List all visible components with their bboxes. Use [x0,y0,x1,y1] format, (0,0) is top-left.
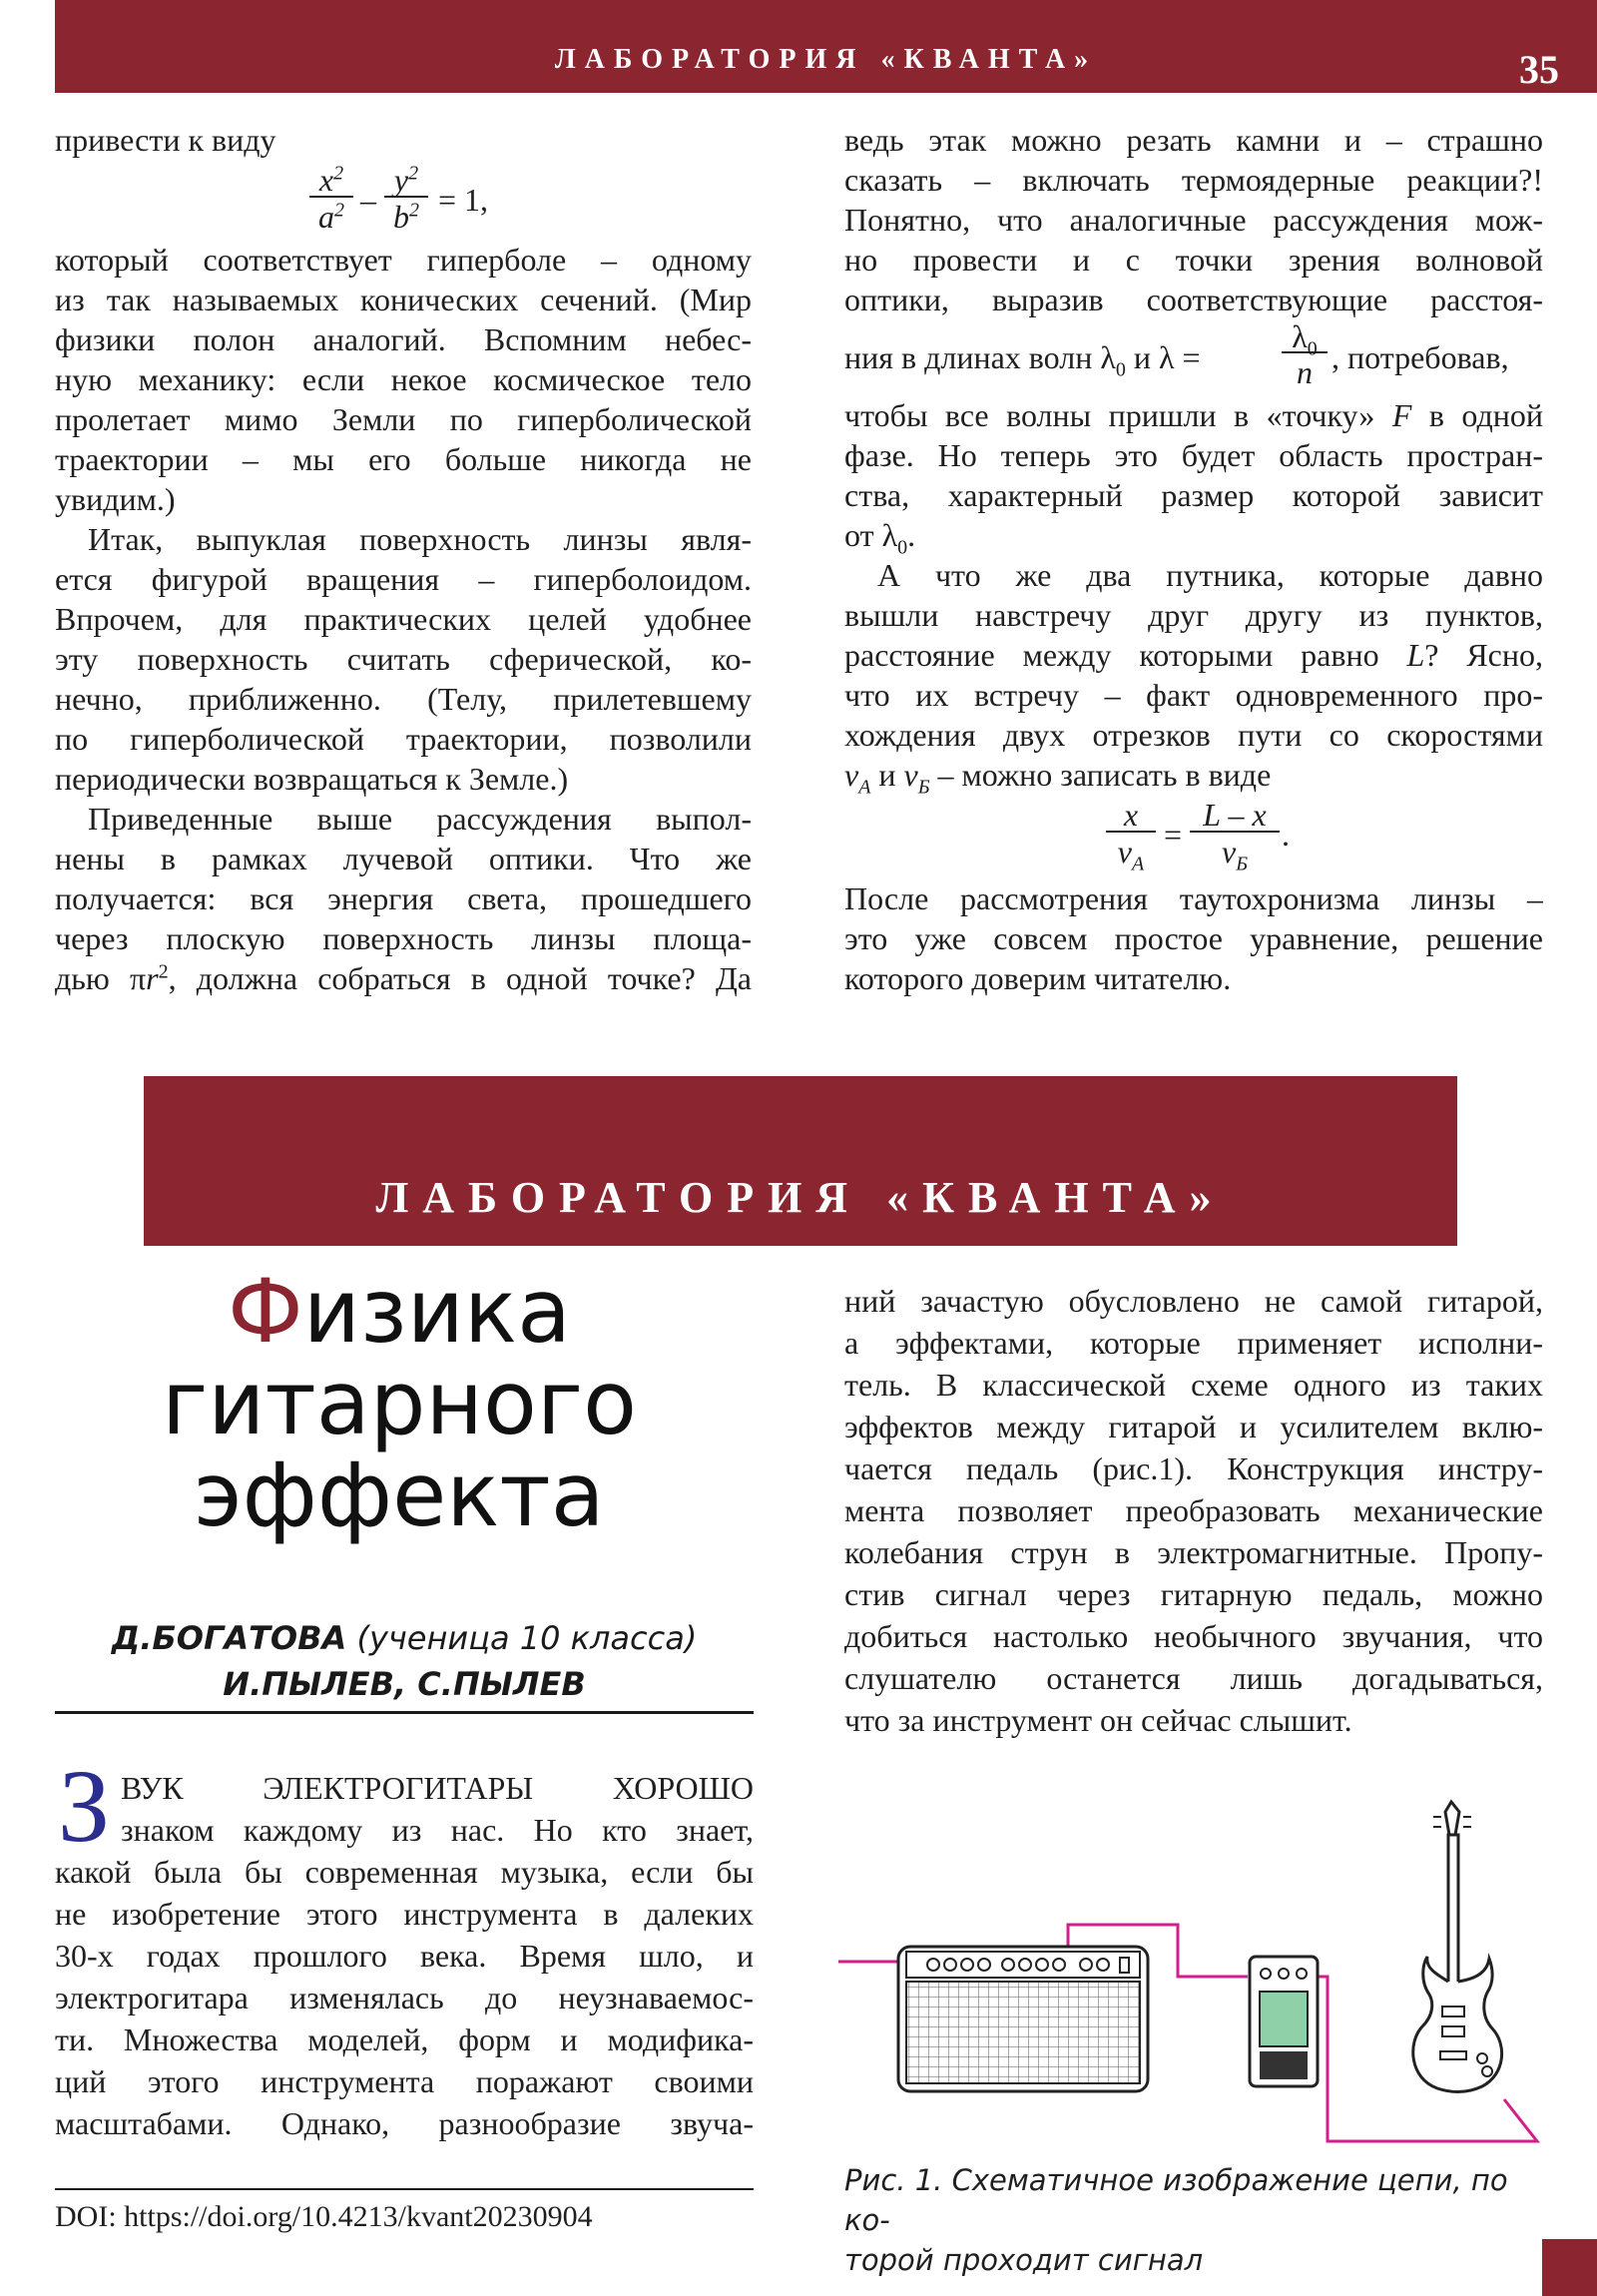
text-line: тель. В классической схеме одного из таких [844,1367,1543,1403]
running-header [55,0,1597,93]
text-line: по гиперболической траектории, позволили [55,721,752,757]
text-line: электрогитара изменялась до неузнаваемос- [55,1980,754,2015]
text-line: А что же два путника, которые давно [877,557,1543,593]
divider [55,1711,754,1714]
text-line: но провести и с точки зрения волновой [844,242,1543,278]
amplifier-icon [898,1947,1148,2091]
article-left-column [55,1767,754,2144]
hyperbola-equation: $\frac{x^2}{a^2}$ – $\frac{y^2}{b^2}$ = 1, [55,160,752,240]
text-line: привести к виду [55,122,276,158]
wavelength-line: ния в длинах волн $\lambda_0$ и λ = $\frac{\lambda_0}{n}$ , потребовав, [844,318,1509,390]
footnote-divider [55,2188,754,2190]
text-line: что их встречу – факт одновременного про- [844,677,1543,713]
author-names: И.ПЫЛЕВ, С.ПЫЛЕВ [223,1665,586,1703]
text-line: что за инструмент он сейчас слышит. [844,1702,1352,1738]
corner-marker [1542,2239,1597,2296]
text-line: ний зачастую обусловлено не самой гитарой, [844,1283,1543,1319]
text-line: эффектов между гитарой и усилителем вклю- [844,1409,1543,1444]
text-line: траектории – мы его больше никогда не [55,441,752,477]
text-line: увидим.) [55,481,176,517]
running-header-title: ЛАБОРАТОРИЯ «КВАНТА» [554,44,1098,75]
text-line: периодически возвращаться к Земле.) [55,761,569,797]
figure-caption [844,2160,1543,2280]
text-line: сказать – включать термоядерные реакции?! [844,162,1543,198]
text-line: слушателю останется лишь догадываться, [844,1660,1543,1696]
text-line: ведь этак можно резать камни и – страшно [844,122,1543,158]
text-line: нены в рамках лучевой оптики. Что же [55,841,752,876]
text-line: через плоскую поверхность линзы площа- [55,920,752,956]
text-line: После рассмотрения таутохронизма линзы – [844,880,1543,916]
text-line: эту поверхность считать сферической, ко- [55,641,752,677]
title-line: эффекта [194,1443,605,1546]
text-line: а эффектами, которые применяет исполни- [844,1325,1543,1361]
authors [55,1615,754,1707]
caption-line: торой проходит сигнал [844,2243,1204,2277]
circuit-figure [838,1797,1547,2146]
author-affiliation: (ученица 10 класса) [356,1619,698,1657]
text-line: ется фигурой вращения – гиперболоидом. [55,561,752,597]
text-line: Приведенные выше рассуждения выпол- [88,801,752,837]
text-line: хождения двух отрезков пути со скоростями [844,717,1543,753]
guitar-icon [1413,1802,1502,2092]
article-title: Физика гитарного эффекта [80,1266,719,1541]
section-banner-title: ЛАБОРАТОРИЯ «КВАНТА» [375,1173,1226,1222]
text-line: это уже совсем простое уравнение, решение [844,920,1543,956]
text-line: получается: вся энергия света, прошедшего [55,880,752,916]
title-initial: Ф [227,1260,303,1363]
caption-line: Рис. 1. Схематичное изображение цепи, по ко- [844,2163,1508,2237]
text-line: дью $\pi r^2$, должна собраться в одной точке? Да [55,960,752,996]
right-top-column [844,120,1543,998]
text-line: вышли навстречу друг другу из пунктов, [844,597,1543,633]
left-top-column [55,120,752,998]
meeting-equation: $\frac{x}{v_A}$ = L – x $v_Б$ . [844,795,1543,878]
text-line: которого доверим читателю. [844,960,1232,996]
article-right-column [844,1280,1543,1741]
text-line: от $\lambda_0$. [844,517,916,555]
text-line: Впрочем, для практических целей удобнее [55,601,752,637]
title-line: гитарного [162,1352,637,1454]
text-line: стив сигнал через гитарную педаль, можно [844,1576,1543,1612]
text-line: ства, характерный размер которой зависит [844,477,1543,513]
text-line: из так называемых конических сечений. (Мир [55,282,752,317]
text-line: расстояние между которыми равно L? Ясно, [844,637,1543,673]
text-line: фазе. Но теперь это будет область простран- [844,437,1543,473]
pedal-icon [1250,1957,1318,2086]
text-line: масштабами. Однако, разнообразие звуча- [55,2105,754,2141]
page-number: 35 [1519,47,1559,92]
text-line: какой была бы современная музыка, если бы [55,1854,754,1890]
text-line: пролетает мимо Земли по гиперболической [55,401,752,437]
text-line: 30-х годах прошлого века. Время шло, и [55,1938,754,1974]
text-line: ти. Множества моделей, форм и модифика- [55,2021,754,2057]
text-line: ВУК ЭЛЕКТРОГИТАРЫ ХОРОШО [121,1770,754,1806]
text-line: колебания струн в электромагнитные. Пропу- [844,1534,1543,1570]
text-line: чтобы все волны пришли в «точку» F в одной [844,397,1543,433]
text-line: чается педаль (рис.1). Конструкция инстру- [844,1450,1543,1486]
text-line: $v_A$ и $v_Б$ – можно записать в виде [844,757,1272,795]
text-line: знаком каждому из нас. Но кто знает, [121,1812,754,1848]
text-line: добиться настолько необычного звучания, что [844,1618,1543,1654]
text-line: нечно, приближенно. (Телу, прилетевшему [55,681,752,717]
text-line: оптики, выразив соответствующие расстоя- [844,282,1543,317]
text-line: Итак, выпуклая поверхность линзы явля- [88,521,752,557]
text-line: ную механику: если некое космическое тело [55,361,752,397]
text-line: Понятно, что аналогичные рассуждения мож- [844,202,1543,238]
drop-cap: З [58,1749,111,1864]
text-line: физики полон аналогий. Вспомним небес- [55,321,752,357]
text-line: который соответствует гиперболе – одному [55,242,752,278]
text-line: мента позволяет преобразовать механические [844,1492,1543,1528]
author-name: Д.БОГАТОВА [111,1619,347,1657]
text-line: не изобретение этого инструмента в далеких [55,1896,754,1932]
doi-link[interactable]: DOI: https://doi.org/10.4213/kvant20230904 [55,2200,593,2233]
text-line: ций этого инструмента поражают своими [55,2063,754,2099]
section-banner [144,1076,1457,1246]
